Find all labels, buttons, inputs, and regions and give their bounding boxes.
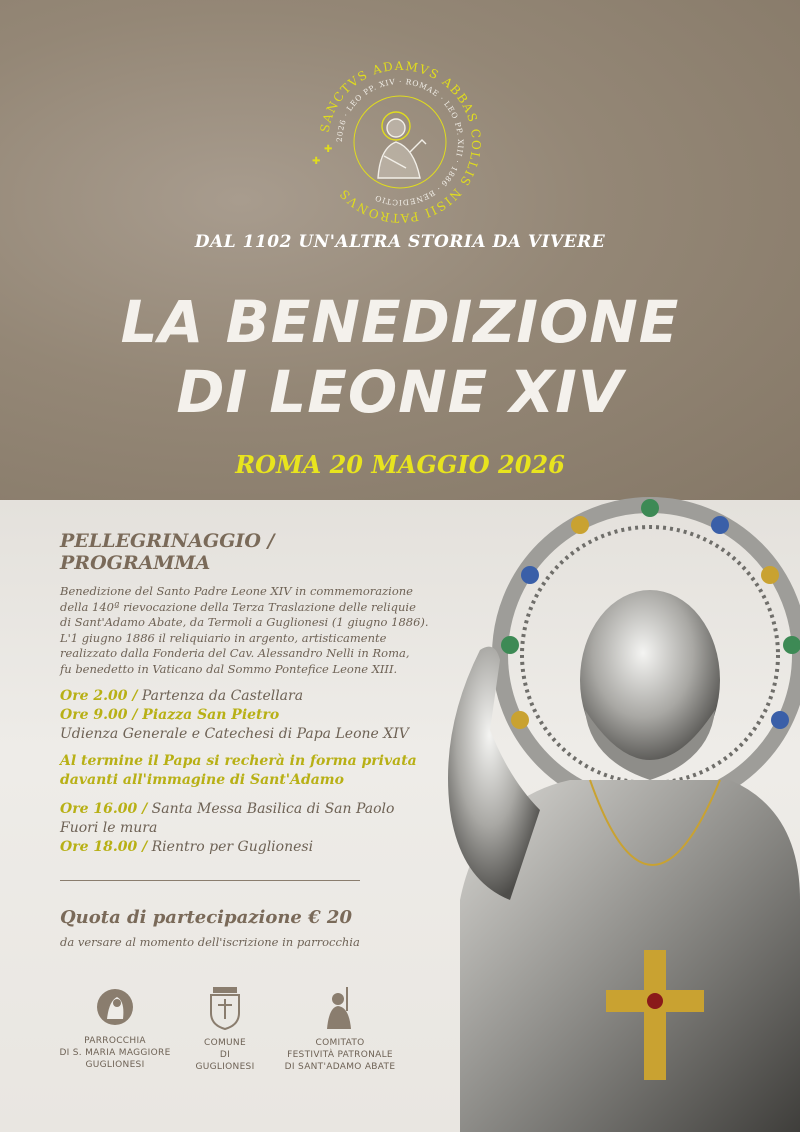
saint-portrait-icon <box>378 112 426 178</box>
cross-icon: ✚ <box>324 144 333 155</box>
page-title-line1: LA BENEDIZIONE <box>120 288 680 356</box>
divider <box>60 880 360 881</box>
intro-line: della 140ª rievocazione della Terza Traslazione delle reliquie <box>60 599 416 614</box>
schedule-item: Udienza Generale e Catechesi di Papa Leone XIV <box>60 726 409 742</box>
intro-line: L'1 giugno 1886 il reliquiario in argento, artisticamente <box>60 630 387 645</box>
schedule-group-2 <box>60 800 430 857</box>
schedule-group-1 <box>60 687 430 744</box>
intro-line: di Sant'Adamo Abate, da Termoli a Guglionesi (1 giugno 1886). <box>60 615 429 629</box>
schedule-item: Ore 9.00 / Piazza San Pietro <box>60 707 280 723</box>
quota-note: da versare al momento dell'iscrizione in parrocchia <box>60 935 360 949</box>
quota-title: Quota di partecipazione € 20 <box>60 907 352 928</box>
note-line: davanti all'immagine di Sant'Adamo <box>60 772 344 788</box>
schedule-item: Fuori le mura <box>60 820 158 836</box>
intro-line: fu benedetto in Vaticano dal Sommo Pontefice Leone XIII. <box>60 661 398 676</box>
cross-icon: ✚ <box>312 156 321 167</box>
intro-line: realizzato dalla Fonderia del Cav. Alessandro Nelli in Roma, <box>60 646 410 660</box>
intro-line: Benedizione del Santo Padre Leone XIV in commemorazione <box>60 584 413 598</box>
program-heading: PELLEGRINAGGIO / PROGRAMMA <box>60 530 275 574</box>
organizer-parish: PARROCCHIA DI S. MARIA MAGGIORE GUGLIONESI <box>45 985 185 1071</box>
schedule-note <box>60 752 430 790</box>
organizer-committee: COMITATO FESTIVITÀ PATRONALE DI SANT'ADAMO ABATE <box>270 985 410 1073</box>
reliquary-bust-image <box>420 480 800 1132</box>
note-line: Al termine il Papa si recherà in forma privata <box>60 753 417 769</box>
schedule-item: Ore 16.00 / Santa Messa Basilica di San Paolo <box>60 801 395 817</box>
organizer-municipality: COMUNE DI GUGLIONESI <box>155 985 295 1073</box>
schedule-item: Ore 18.00 / Rientro per Guglionesi <box>60 839 314 855</box>
seal-ring-text: SANCTVS ADAMVS ABBAS COLLIS NISII PATRONVS <box>317 58 484 226</box>
program-section <box>60 530 430 857</box>
program-intro <box>60 584 430 677</box>
tagline: DAL 1102 UN'ALTRA STORIA DA VIVERE <box>194 232 606 252</box>
event-date: ROMA 20 MAGGIO 2026 <box>235 450 565 479</box>
parish-logo-icon <box>95 985 135 1029</box>
seal-inner-text: 2026 · LEO PP. XIV · ROMAE · LEO PP. XIII · 1886 · BENEDICTIO <box>334 76 466 208</box>
schedule-item: Ore 2.00 / Partenza da Castellara <box>60 688 304 704</box>
municipal-crest-icon <box>208 985 242 1031</box>
saint-figure-icon <box>323 985 357 1031</box>
page-title-line2: DI LEONE XIV <box>176 358 624 426</box>
seal-emblem <box>310 52 490 232</box>
